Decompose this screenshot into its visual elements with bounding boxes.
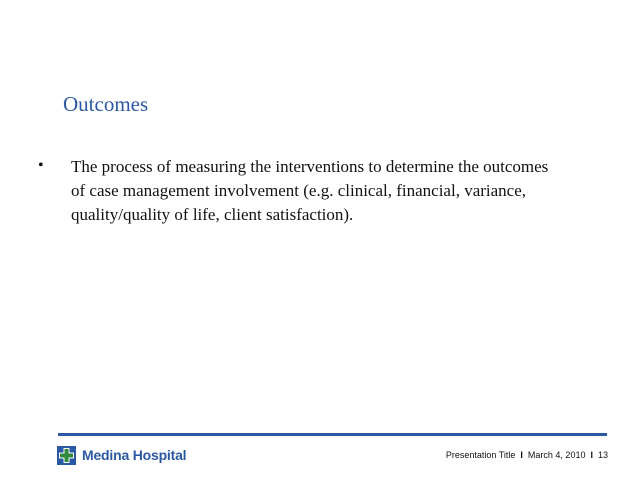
logo-text: Medina Hospital bbox=[82, 447, 187, 463]
footer-separator: I bbox=[590, 450, 593, 460]
slide-title: Outcomes bbox=[63, 92, 149, 116]
bullet-symbol: • bbox=[38, 157, 44, 174]
bullet-text: The process of measuring the interventions to determine the outcomes of case management involvement (e.g. clinical, financial, variance, quality/quality of life, client satisfaction). bbox=[71, 157, 549, 224]
bullet-list bbox=[38, 155, 558, 227]
footer-info bbox=[446, 450, 608, 460]
hospital-logo bbox=[57, 443, 186, 467]
presentation-title: Presentation Title bbox=[445, 450, 516, 460]
footer-separator: I bbox=[520, 450, 523, 460]
medina-hospital-cross-logo-icon bbox=[57, 446, 76, 465]
bullet-item bbox=[38, 155, 558, 227]
presentation-date: March 4, 2010 bbox=[527, 450, 586, 460]
footer-divider bbox=[58, 433, 607, 436]
page-number: 13 bbox=[597, 450, 608, 460]
